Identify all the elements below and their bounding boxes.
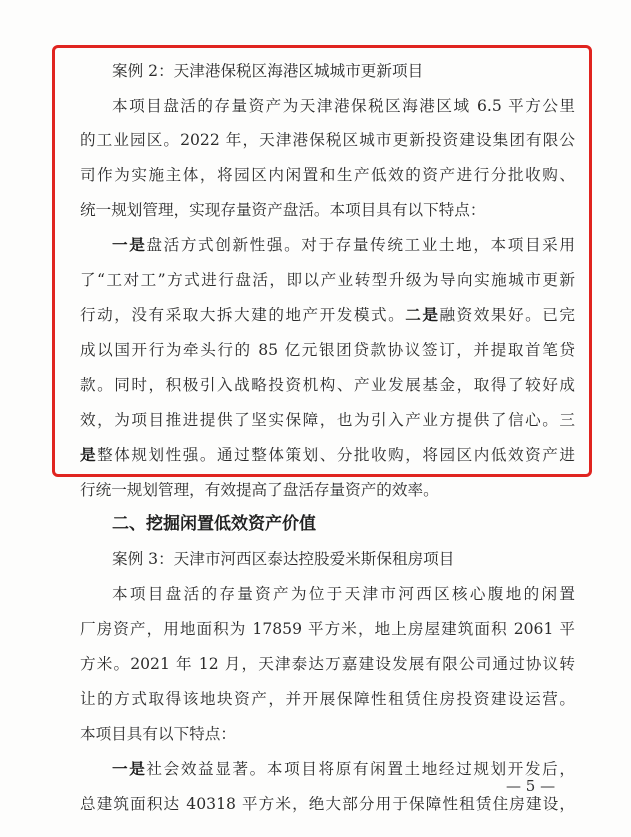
- case-3-line-1: 本项目盘活的存量资产为位于天津市河西区核心腹地的闲置: [112, 585, 575, 603]
- case-2-point-2-line-2: 成以国开行为牵头行的 85 亿元银团贷款协议签订，并提取首笔贷: [80, 341, 575, 359]
- case-2-point-3-line-1: [80, 445, 575, 465]
- point-1-label: 一是: [112, 235, 147, 254]
- case-2-line-4: 统一规划管理，实现存量资产盘活。本项目具有以下特点：: [80, 201, 486, 219]
- point-1-text: 盘活方式创新性强。对于存量传统工业土地，本项目采用: [146, 236, 575, 254]
- point-2-label: 二是: [405, 305, 440, 324]
- point-3-text: 整体规划性强。通过整体策划、分批收购，将园区内低效资产进: [97, 446, 575, 464]
- case-2-point-1-line-3: [80, 305, 575, 325]
- case-2-point-2-line-4: 效，为项目推进提供了坚实保障，也为引入产业方提供了信心。三: [80, 411, 575, 429]
- case-2-line-3: 司作为实施主体，将园区内闲置和生产低效的资产进行分批收购、: [80, 166, 575, 184]
- case-3-point-1-label: 一是: [112, 759, 147, 778]
- case-2-point-1-line-2: 了“工对工”方式进行盘活，即以产业转型升级为导向实施城市更新: [80, 271, 575, 289]
- case-2-line-1: 本项目盘活的存量资产为天津港保税区海港区域 6.5 平方公里: [112, 97, 575, 115]
- point-1-text-end: 行动，没有采取大拆大建的地产开发模式。: [80, 306, 406, 324]
- section-2-heading: 二、挖掘闲置低效资产价值: [112, 514, 316, 534]
- case-2-point-2-line-3: 款。同时，积极引入战略投资机构、产业发展基金，取得了较好成: [80, 376, 575, 394]
- case-3-point-1-text: 社会效益显著。本项目将原有闲置土地经过规划开发后，: [146, 760, 575, 778]
- case-3-point-1-line-2: 总建筑面积达 40318 平方米，绝大部分用于保障性租赁住房建设，: [80, 795, 575, 813]
- case-3-line-2: 厂房资产，用地面积为 17859 平方米，地上房屋建筑面积 2061 平: [80, 620, 575, 638]
- case-3-line-4: 让的方式取得该地块资产，并开展保障性租赁住房投资建设运营。: [80, 690, 575, 708]
- case-2-line-2: 的工业园区。2022 年，天津港保税区城市更新投资建设集团有限公: [80, 131, 575, 149]
- case-3-line-3: 方米。2021 年 12 月，天津泰达万嘉建设发展有限公司通过协议转: [80, 655, 575, 673]
- case-2-title: 案例 2：天津港保税区海港区城城市更新项目: [112, 62, 424, 80]
- case-2-point-1-line-1: [112, 235, 575, 255]
- point-3-label: 是: [80, 445, 98, 464]
- case-2-point-3-line-2: 行统一规划管理，有效提高了盘活存量资产的效率。: [80, 481, 439, 499]
- page-number: — 5 —: [506, 777, 556, 795]
- case-3-title: 案例 3：天津市河西区泰达控股爱米斯保租房项目: [112, 550, 455, 568]
- case-3-line-5: 本项目具有以下特点：: [80, 725, 236, 743]
- point-2-text: 融资效果好。已完: [439, 306, 575, 324]
